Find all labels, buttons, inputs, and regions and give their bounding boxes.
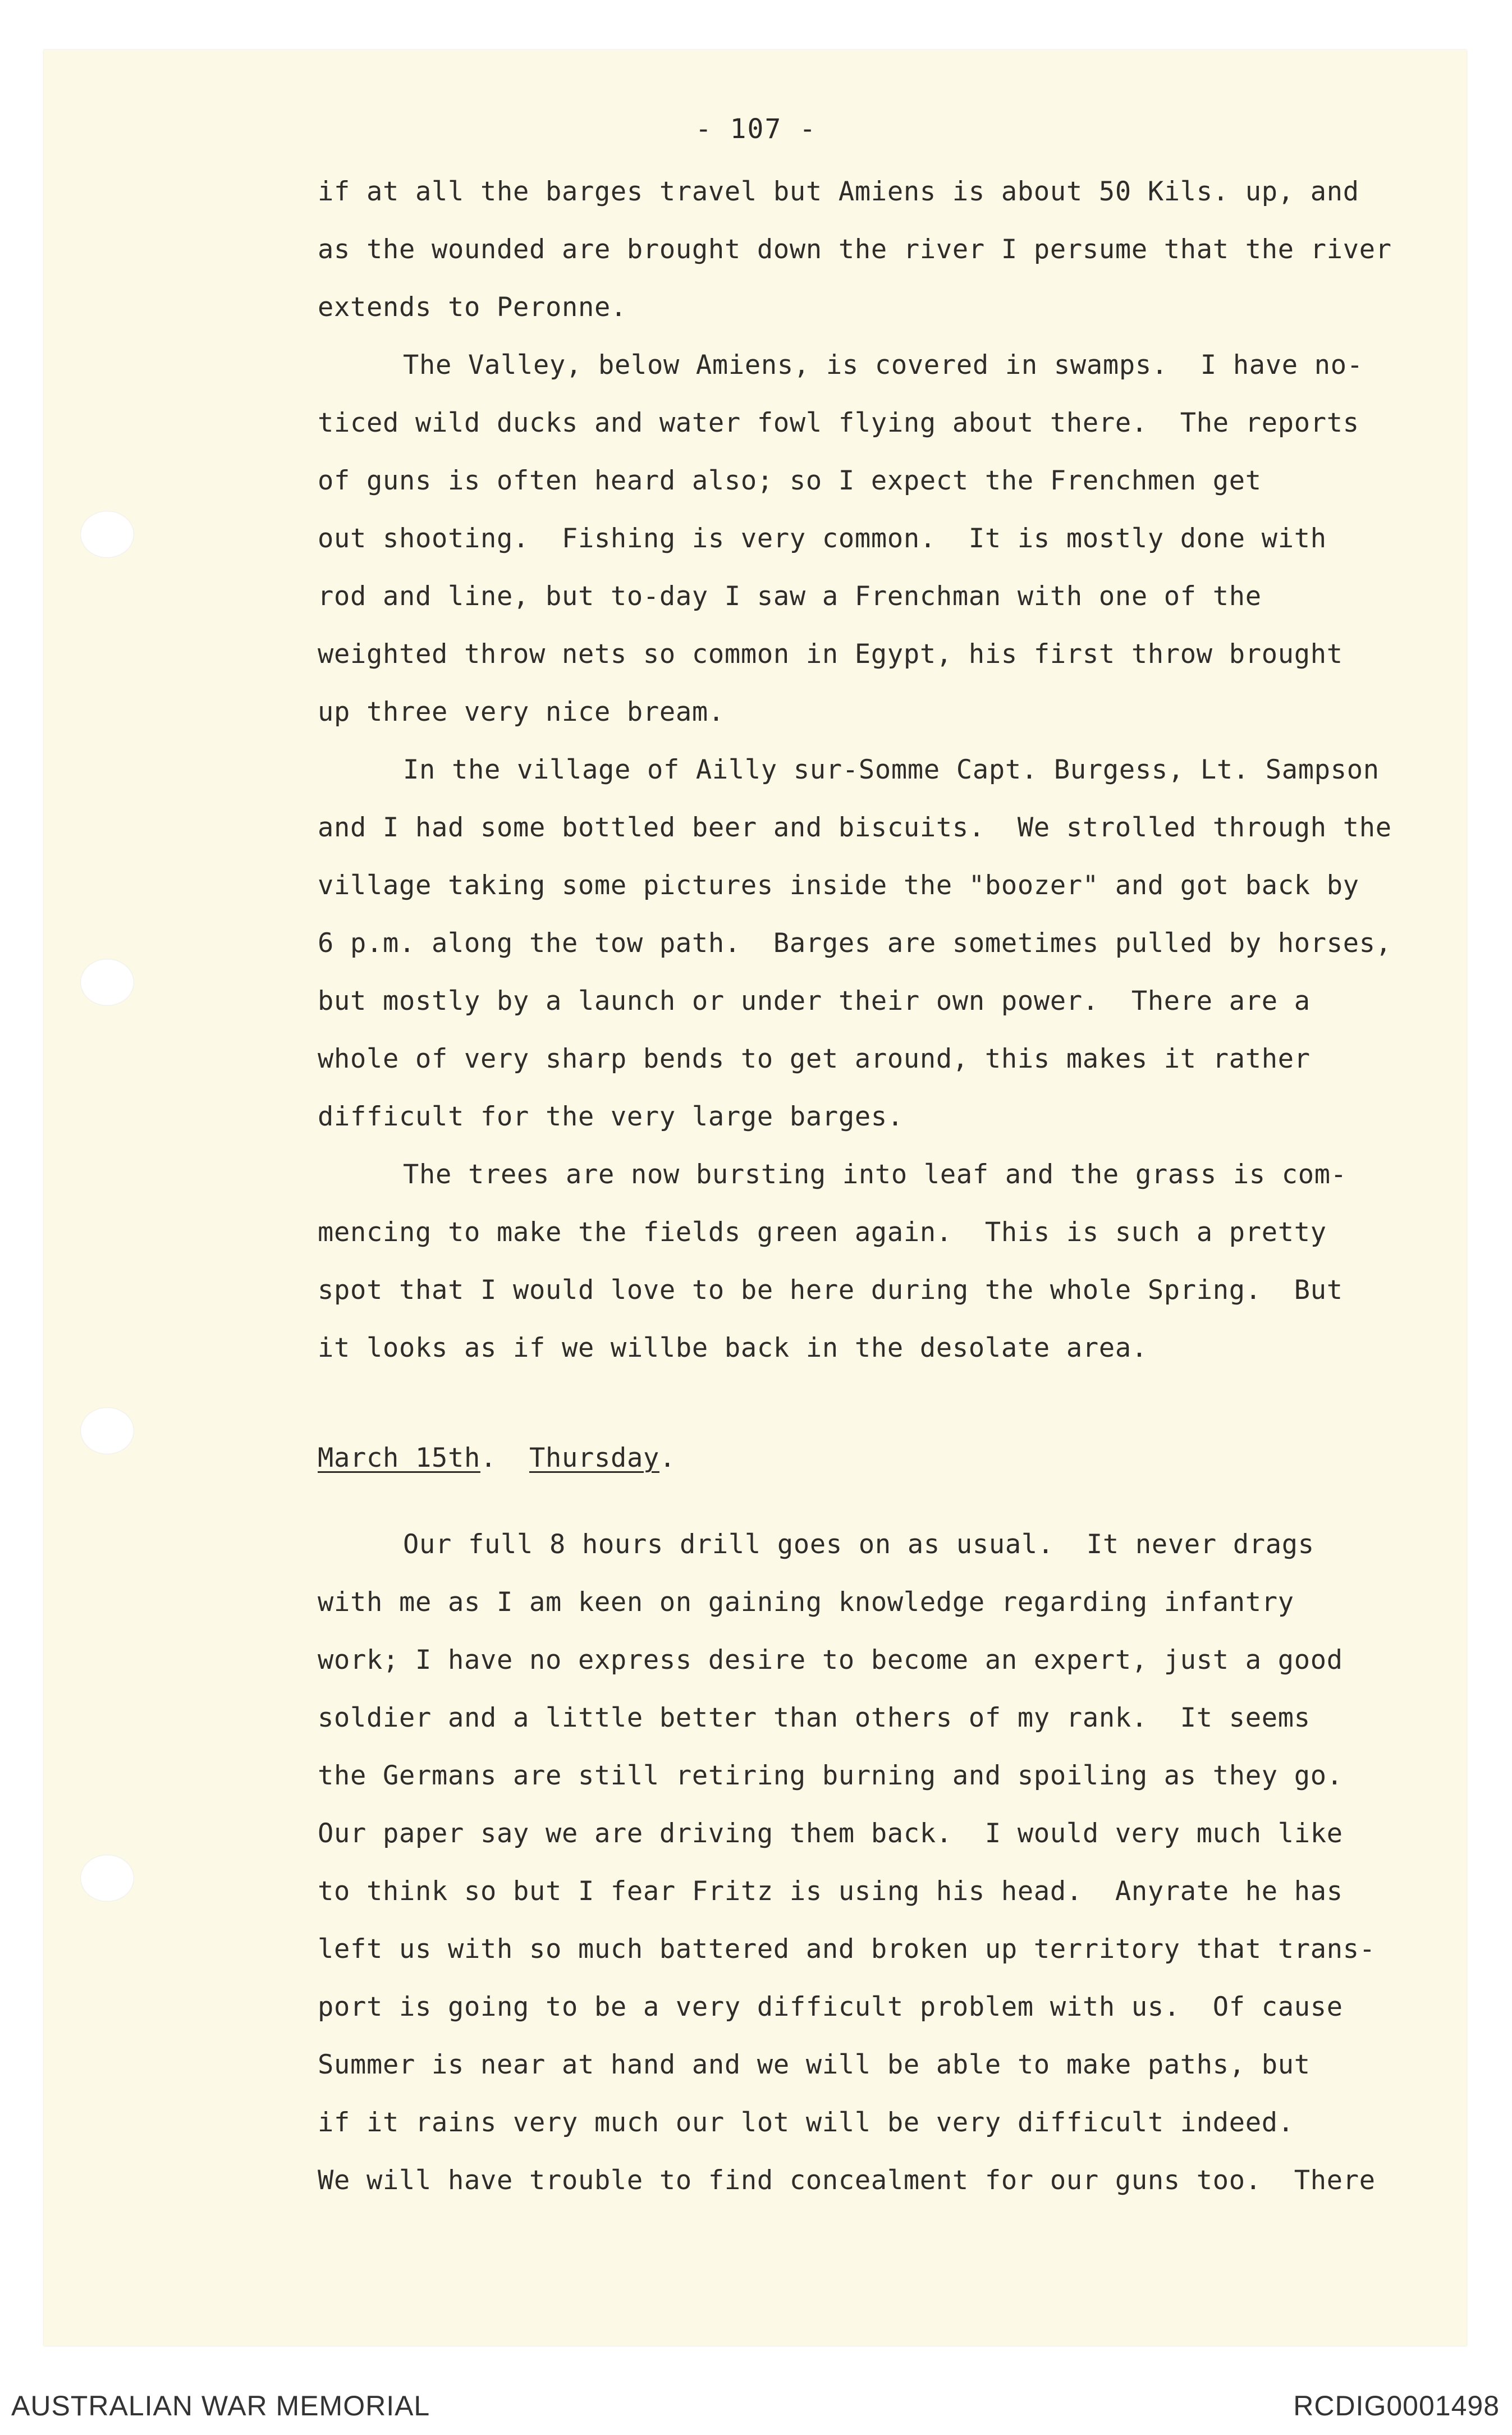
punch-hole [80, 959, 134, 1006]
entry-heading [318, 1436, 676, 1481]
text-line: if at all the barges travel but Amiens is about 50 Kils. up, and [318, 176, 1359, 207]
text-line: to think so but I fear Fritz is using his head. Anyrate he has [318, 1876, 1343, 1907]
text-line: Summer is near at hand and we will be able to make paths, but [318, 2049, 1311, 2080]
text-line: extends to Peronne. [318, 292, 627, 323]
text-line: out shooting. Fishing is very common. It is mostly done with [318, 523, 1327, 554]
punch-hole [80, 1855, 134, 1902]
entry-date: March 15th [318, 1443, 480, 1473]
text-line: of guns is often heard also; so I expect the Frenchmen get [318, 465, 1262, 496]
text-line: Our paper say we are driving them back. I would very much like [318, 1818, 1343, 1849]
entry-day: Thursday [529, 1443, 659, 1473]
text-line: 6 p.m. along the tow path. Barges are sometimes pulled by horses, [318, 928, 1392, 959]
punch-hole [80, 511, 134, 558]
text-line: it looks as if we willbe back in the desolate area. [318, 1333, 1148, 1363]
text-line: work; I have no express desire to become an expert, just a good [318, 1645, 1343, 1676]
footer-reference-id: RCDIG0001498 [1293, 2390, 1500, 2422]
text-line: with me as I am keen on gaining knowledge regarding infantry [318, 1587, 1294, 1618]
text-line: port is going to be a very difficult problem with us. Of cause [318, 1992, 1343, 2022]
text-line: up three very nice bream. [318, 697, 725, 727]
text-line: whole of very sharp bends to get around, this makes it rather [318, 1043, 1311, 1074]
footer-institution: AUSTRALIAN WAR MEMORIAL [11, 2390, 430, 2422]
text-line: weighted throw nets so common in Egypt, his first throw brought [318, 639, 1343, 670]
text-line: village taking some pictures inside the "boozer" and got back by [318, 870, 1359, 901]
punch-hole [80, 1407, 134, 1454]
text-line: left us with so much battered and broken up territory that trans- [318, 1934, 1376, 1965]
entry-day-punct: . [659, 1443, 676, 1473]
text-line: and I had some bottled beer and biscuits. We strolled through the [318, 812, 1392, 843]
text-line: ticed wild ducks and water fowl flying about there. The reports [318, 408, 1359, 438]
text-line: difficult for the very large barges. [318, 1101, 904, 1132]
text-line: rod and line, but to-day I saw a Frenchman with one of the [318, 581, 1262, 612]
text-line: In the village of Ailly sur-Somme Capt. Burgess, Lt. Sampson [403, 754, 1380, 785]
text-line: but mostly by a launch or under their own power. There are a [318, 986, 1311, 1017]
text-line: if it rains very much our lot will be very difficult indeed. [318, 2107, 1294, 2138]
diary-text-before [318, 163, 1392, 1377]
entry-date-punct: . [480, 1443, 497, 1473]
text-line: We will have trouble to find concealment for our guns too. There [318, 2165, 1376, 2196]
text-line: spot that I would love to be here during the whole Spring. But [318, 1275, 1343, 1306]
text-line: The trees are now bursting into leaf and the grass is com- [403, 1159, 1347, 1190]
text-line: mencing to make the fields green again. This is such a pretty [318, 1217, 1327, 1248]
text-line: the Germans are still retiring burning and spoiling as they go. [318, 1760, 1343, 1791]
text-line: The Valley, below Amiens, is covered in swamps. I have no- [403, 350, 1363, 381]
page-number: - 107 - [695, 113, 817, 145]
text-line: soldier and a little better than others of my rank. It seems [318, 1702, 1311, 1733]
diary-text-after [318, 1516, 1376, 2209]
text-line: as the wounded are brought down the river I persume that the river [318, 234, 1392, 265]
text-line: Our full 8 hours drill goes on as usual. It never drags [403, 1529, 1314, 1560]
